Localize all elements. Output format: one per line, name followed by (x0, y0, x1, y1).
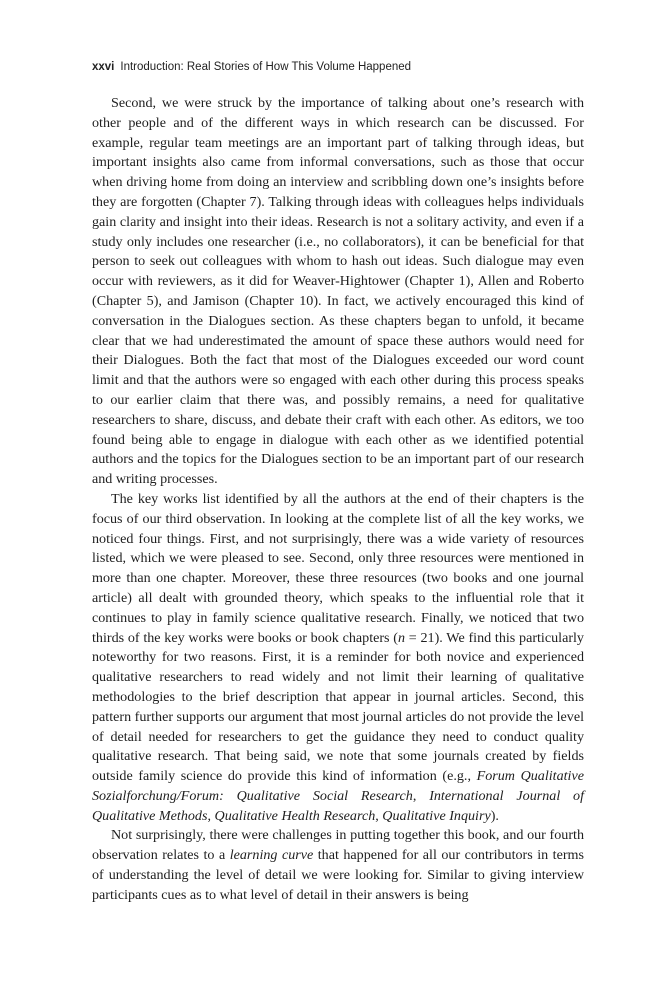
running-title: Introduction: Real Stories of How This Volume Happened (120, 61, 412, 73)
journal-title: Qualitative Inquiry (382, 807, 491, 824)
emphasized-term: learning curve (229, 847, 314, 864)
paragraph-text-part-c: ). (490, 807, 499, 824)
separator: , (412, 787, 430, 804)
paragraph-text-part-b: that happened for all our contributors in terms of understanding the level of detail we were looking for. Similar to giving interview participants cues as to what level of detail in their answers is being (92, 847, 584, 903)
paragraph-text-part-a: The key works list identified by all the authors at the end of their chapters is the focus of our third observation. In looking at the complete list of all the key works, we noticed four things. First, and not surprisingly, there was a wide variety of resources listed, which we were pleased to see. Second, only three resources were mentioned in more than one chapter. Moreover, these three resources (two books and one journal article) all dealt with grounded theory, which speaks to the influential role that it continues to play in family science qualitative research. Finally, we noticed that two thirds of the key works were books or book chapters ( (92, 490, 584, 646)
journal-title: Qualitative Health Research (214, 807, 376, 824)
sample-size-variable: n (397, 629, 406, 646)
separator: , (375, 807, 383, 824)
separator: , (207, 807, 215, 824)
paragraph-third-observation (92, 490, 584, 827)
page-number: xxvi (92, 61, 115, 73)
running-header (92, 61, 411, 73)
paragraph-text: Second, we were struck by the importance of talking about one’s research with other people and of the different ways in which research can be discussed. For example, regular team meetings are an important part of talking through ideas, but important insights also came from informal conversations, such as those that occur when driving home from doing an interview and scribbling down one’s insights before they are forgotten (Chapter 7). Talking through ideas with colleagues helps individuals gain clarity and insight into their ideas. Research is not a solitary activity, and even if a study only includes one researcher (i.e., no collaborators), it can be beneficial for that person to seek out colleagues with whom to hash out ideas. Such dialogue may even occur with reviewers, as it did for Weaver-Hightower (Chapter 1), Allen and Roberto (Chapter 5), and Jamison (Chapter 10). In fact, we actively encouraged this kind of conversation in the Dialogues section. As these chapters began to unfold, it became clear that we had underestimated the amount of space these authors would need for their Dialogues. Both the fact that most of the Dialogues exceeded our word count limit and that the authors were so engaged with each other during this process speaks to our earlier claim that there was, and possibly remains, a need for qualitative researchers to share, discuss, and debate their craft with each other. As editors, we too found being able to engage in dialogue with each other as we identified potential authors and the topics for the Dialogues section to be an important part of our research and writing processes. (92, 95, 584, 488)
body-text (92, 94, 584, 906)
journal-title: Forum Qualitative Sozialforchung/Forum: Qualitative Social Research (92, 768, 584, 804)
journal-title: International Journal of Qualitative Methods (92, 787, 585, 824)
paragraph-fourth-observation (92, 826, 584, 905)
paragraph-text-part-b: = 21). We find this particularly noteworthy for two reasons. First, it is a reminder for both novice and experienced qualitative researchers to read widely and not limit their learning of qualitative methodologies to the brief description that appear in journal articles. Second, this pattern further supports our argument that most journal articles do not provide the level of detail needed for researchers to get the guidance they need to conduct quality qualitative research. That being said, we note that some journals created by fields outside family science do provide this kind of information (e.g., (92, 629, 584, 785)
paragraph-text-part-a: Not surprisingly, there were challenges in putting together this book, and our fourth observation relates to a (92, 827, 584, 864)
paragraph-second-observation (92, 94, 584, 490)
